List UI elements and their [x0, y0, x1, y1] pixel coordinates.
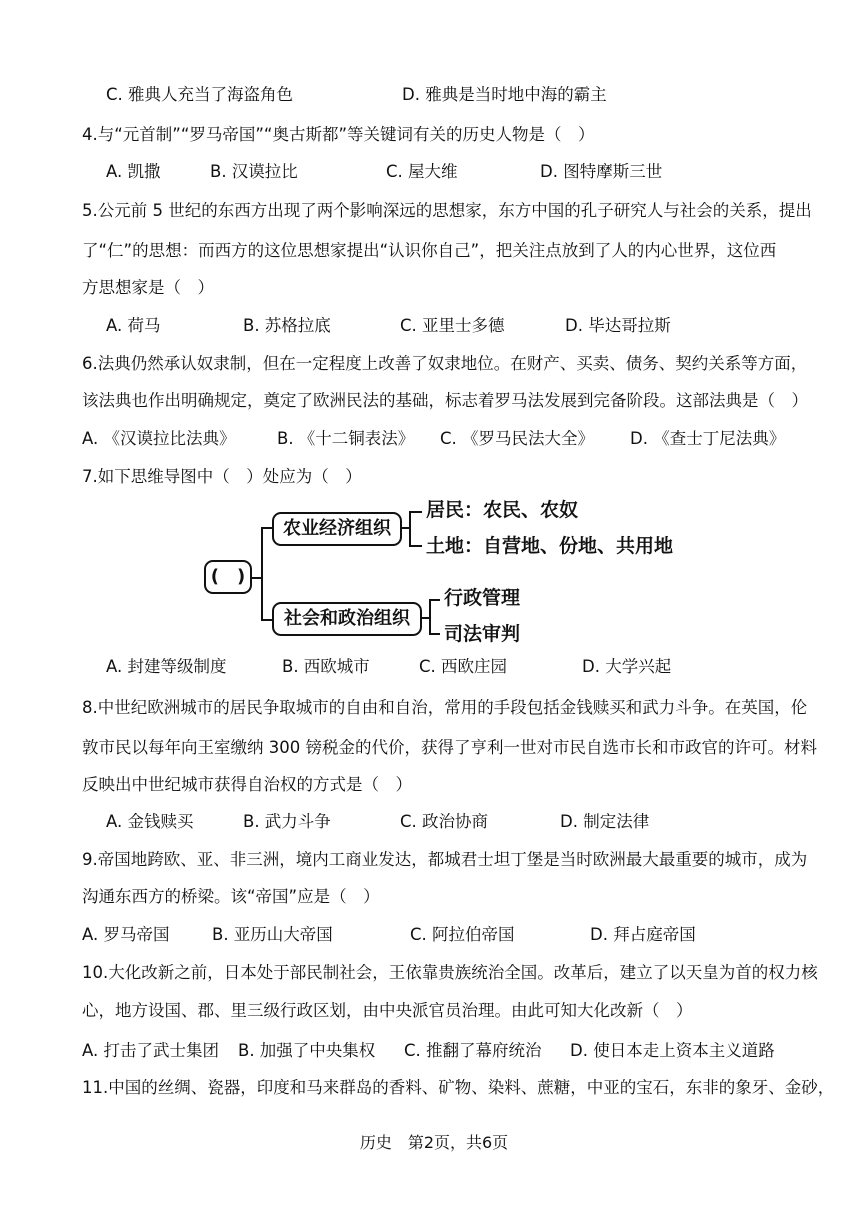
q5-option-c: C. 亚里士多德: [400, 316, 505, 335]
q7-mindmap: [200, 488, 674, 650]
q8-stem-line3: 反映出中世纪城市获得自治权的方式是（ ）: [82, 775, 412, 794]
q6-option-c: C. 《罗马民法大全》: [440, 429, 595, 448]
mindmap-leaf-administration: 行政管理: [444, 587, 521, 609]
q3-option-c: C. 雅典人充当了海盗角色: [106, 85, 294, 104]
q5-option-d: D. 毕达哥拉斯: [565, 316, 671, 335]
q8-stem-line1: 8.中世纪欧洲城市的居民争取城市的自由和自治，常用的手段包括金钱赎买和武力斗争。在英国，伦: [82, 698, 808, 717]
mindmap-leaf-residents: 居民：农民、农奴: [426, 499, 579, 521]
q9-option-b: B. 亚历山大帝国: [212, 925, 333, 944]
q4-option-a: A. 凯撒: [106, 162, 161, 181]
q9-option-c: C. 阿拉伯帝国: [410, 925, 515, 944]
q10-option-d: D. 使日本走上资本主义道路: [570, 1041, 775, 1060]
q4-option-b: B. 汉谟拉比: [210, 162, 298, 181]
q8-option-c: C. 政治协商: [400, 812, 489, 831]
q7-stem: 7.如下思维导图中（ ）处应为（ ）: [82, 467, 362, 486]
q5-stem-line2: 了“仁”的思想：而西方的这位思想家提出“认识你自己”，把关注点放到了人的内心世界，这位西: [82, 241, 777, 260]
q6-option-d: D. 《查士丁尼法典》: [630, 429, 786, 448]
q5-stem-line3: 方思想家是（ ）: [82, 278, 214, 297]
mindmap-branch-social-political: 社会和政治组织: [272, 602, 422, 636]
q9-option-d: D. 拜占庭帝国: [590, 925, 696, 944]
q7-option-d: D. 大学兴起: [582, 657, 672, 676]
q8-option-d: D. 制定法律: [560, 812, 650, 831]
q6-option-a: A. 《汉谟拉比法典》: [82, 429, 236, 448]
q10-option-c: C. 推翻了幕府统治: [404, 1041, 542, 1060]
q10-option-b: B. 加强了中央集权: [238, 1041, 376, 1060]
mindmap-branch-agricultural: 农业经济组织: [272, 512, 402, 546]
q10-option-a: A. 打击了武士集团: [82, 1041, 219, 1060]
q8-stem-line2: 敦市民以每年向王室缴纳 300 镑税金的代价，获得了亨利一世对市民自选市长和市政官的许可。材料: [82, 738, 817, 757]
q6-stem-line2: 该法典也作出明确规定，奠定了欧洲民法的基础，标志着罗马法发展到完备阶段。这部法典是（ ）: [82, 391, 808, 410]
q9-stem-line1: 9.帝国地跨欧、亚、非三洲，境内工商业发达，都城君士坦丁堡是当时欧洲最大最重要的城市，成为: [82, 850, 808, 869]
q6-stem-line1: 6.法典仍然承认奴隶制，但在一定程度上改善了奴隶地位。在财产、买卖、债务、契约关系等方面，: [82, 354, 808, 373]
page-footer: 历史 第2页，共6页: [359, 1133, 509, 1152]
q7-option-a: A. 封建等级制度: [106, 657, 227, 676]
q4-stem: 4.与“元首制”“罗马帝国”“奥古斯都”等关键词有关的历史人物是（ ）: [82, 125, 595, 144]
q6-option-b: B. 《十二铜表法》: [277, 429, 415, 448]
q9-stem-line2: 沟通东西方的桥梁。该“帝国”应是（ ）: [82, 887, 380, 906]
q3-option-d: D. 雅典是当时地中海的霸主: [402, 85, 607, 104]
q11-stem-line1: 11.中国的丝绸、瓷器，印度和马来群岛的香料、矿物、染料、蔗糖，中亚的宝石，东非的象牙、金砂，: [82, 1078, 835, 1097]
q4-option-c: C. 屋大维: [386, 162, 458, 181]
q8-option-b: B. 武力斗争: [243, 812, 331, 831]
mindmap-leaf-land: 土地：自营地、份地、共用地: [426, 535, 674, 557]
q10-stem-line2: 心，地方设国、郡、里三级行政区划，由中央派官员治理。由此可知大化改新（ ）: [82, 1001, 693, 1020]
mindmap-leaf-justice: 司法审判: [444, 623, 521, 645]
q10-stem-line1: 10.大化改新之前，日本处于部民制社会，王依靠贵族统治全国。改革后，建立了以天皇为首的权力核: [82, 963, 818, 982]
q5-option-b: B. 苏格拉底: [243, 316, 331, 335]
q7-option-b: B. 西欧城市: [282, 657, 370, 676]
q5-stem-line1: 5.公元前 5 世纪的东西方出现了两个影响深远的思想家，东方中国的孔子研究人与社会的关系，提出: [82, 201, 812, 220]
mindmap-root-blank: ( ): [204, 560, 252, 594]
q4-option-d: D. 图特摩斯三世: [540, 162, 663, 181]
q9-option-a: A. 罗马帝国: [82, 925, 170, 944]
q5-option-a: A. 荷马: [106, 316, 161, 335]
q7-option-c: C. 西欧庄园: [419, 657, 508, 676]
q8-option-a: A. 金钱赎买: [106, 812, 194, 831]
